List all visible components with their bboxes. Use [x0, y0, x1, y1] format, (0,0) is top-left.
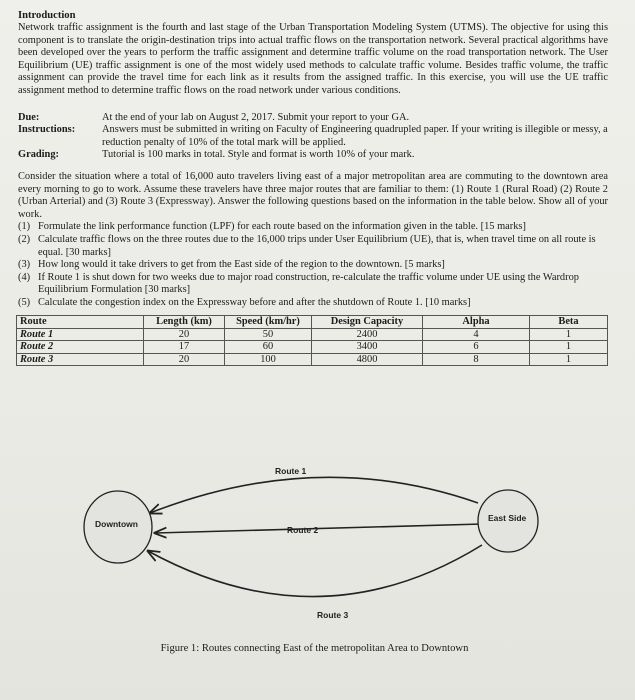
downtown-label: Downtown [95, 519, 138, 529]
task-item [18, 259, 608, 272]
task-item [18, 297, 608, 310]
task-number: (3) [18, 259, 31, 271]
table-cell: 60 [225, 341, 312, 353]
table-cell: 20 [144, 353, 225, 365]
scenario-paragraph: Consider the situation where a total of 16,000 auto travelers living east of a major metropolitan area are commuting to the downtown area every morning to go to work. Assume these travelers have three major routes that are familiar to them: (1) Route 1 (Rural Road) (2) Route 2 (Urban Arterial) and (3) Route 3 (Expressway). Answer the following questions based on the information in the table below. Show all of your work. [18, 170, 608, 220]
task-number: (5) [18, 296, 31, 308]
table-cell: Route 3 [17, 353, 144, 365]
table-cell: 50 [225, 328, 312, 340]
table-cell: 8 [423, 353, 530, 365]
intro-heading: Introduction [18, 10, 76, 21]
table-header: Beta [530, 316, 608, 328]
table-cell: 100 [225, 353, 312, 365]
task-item [18, 272, 608, 297]
table-header: Design Capacity [312, 316, 423, 328]
table-cell: 2400 [312, 328, 423, 340]
table-row [17, 353, 608, 365]
table-cell: 20 [144, 328, 225, 340]
document-body [18, 10, 608, 366]
instructions-label: Instructions: [18, 124, 76, 136]
route-2-label: Route 2 [287, 525, 319, 535]
table-cell: 1 [530, 353, 608, 365]
figure-caption-text: Figure 1: Routes connecting East of the metropolitan Area to Downtown [160, 643, 469, 654]
table-header: Length (km) [144, 316, 225, 328]
route-2-path [155, 524, 482, 533]
route-1-label: Route 1 [275, 466, 307, 476]
table-row [17, 341, 608, 353]
task-item [18, 234, 608, 259]
figure-caption [0, 643, 635, 654]
task-text: Formulate the link performance function (LPF) for each route based on the information given in the table. [15 marks] [38, 221, 526, 233]
route-3-path [148, 545, 482, 597]
table-cell: 4800 [312, 353, 423, 365]
table-cell: 17 [144, 341, 225, 353]
due-label: Due: [18, 111, 40, 123]
table-cell: 4 [423, 328, 530, 340]
table-header: Route [17, 316, 144, 328]
task-number: (2) [18, 233, 31, 245]
grading-text: Tutorial is 100 marks in total. Style and format is worth 10% of your mark. [102, 149, 415, 161]
intro-paragraph: Network traffic assignment is the fourth and last stage of the Urban Transportation Modeling System (UTMS). The objective for using this component is to translate the origin-destination trips into actual traffic flows on the transportation network. Several practical algorithms have been developed over the years to perform the traffic assignment and determine traffic volume on the road transportation network. The User Equilibrium (UE) traffic assignment is one of the most widely used methods to calculate traffic volume. Besides traffic volume, the traffic assignment can provide the travel time for each link as it results from the assigned traffic. In this exercise, you will use the UE traffic assignment method to determine traffic flows on the road network under various conditions. [18, 22, 608, 96]
task-item [18, 221, 608, 234]
table-cell: Route 2 [17, 341, 144, 353]
task-text: Calculate the congestion index on the Expressway before and after the shutdown of Route 1. [10 marks] [38, 296, 471, 308]
table-header-row [17, 316, 608, 328]
task-list [18, 221, 608, 309]
table-cell: 1 [530, 341, 608, 353]
grading-label: Grading: [18, 149, 59, 161]
task-number: (1) [18, 221, 31, 233]
table-row [17, 328, 608, 340]
task-text: Calculate traffic flows on the three routes due to the 16,000 trips under User Equilibrium (UE), that is, when travel time on all route is equal. [30 marks] [38, 233, 596, 258]
route-3-label: Route 3 [317, 610, 349, 620]
due-text: At the end of your lab on August 2, 2017. Submit your report to your GA. [102, 111, 410, 123]
table-header: Speed (km/hr) [225, 316, 312, 328]
instructions-text: Answers must be submitted in writing on Faculty of Engineering quadrupled paper. If your writing is illegible or messy, a reduction penalty of 10% of the total mark will be applied. [102, 124, 608, 148]
task-text: How long would it take drivers to get from the East side of the region to the downtown. [5 marks] [38, 259, 445, 271]
east-side-label: East Side [488, 513, 527, 523]
table-cell: 3400 [312, 341, 423, 353]
table-header: Alpha [423, 316, 530, 328]
route-1-path [150, 477, 478, 513]
route-diagram [0, 455, 635, 655]
table-cell: 1 [530, 328, 608, 340]
task-number: (4) [18, 271, 31, 283]
table-cell: Route 1 [17, 328, 144, 340]
route-table [16, 315, 608, 366]
assignment-meta [18, 112, 608, 162]
task-text: If Route 1 is shut down for two weeks due to major road construction, re-calculate the traffic volume under UE using the Wardrop Equilibrium Formulation [30 marks] [38, 271, 579, 296]
table-cell: 6 [423, 341, 530, 353]
